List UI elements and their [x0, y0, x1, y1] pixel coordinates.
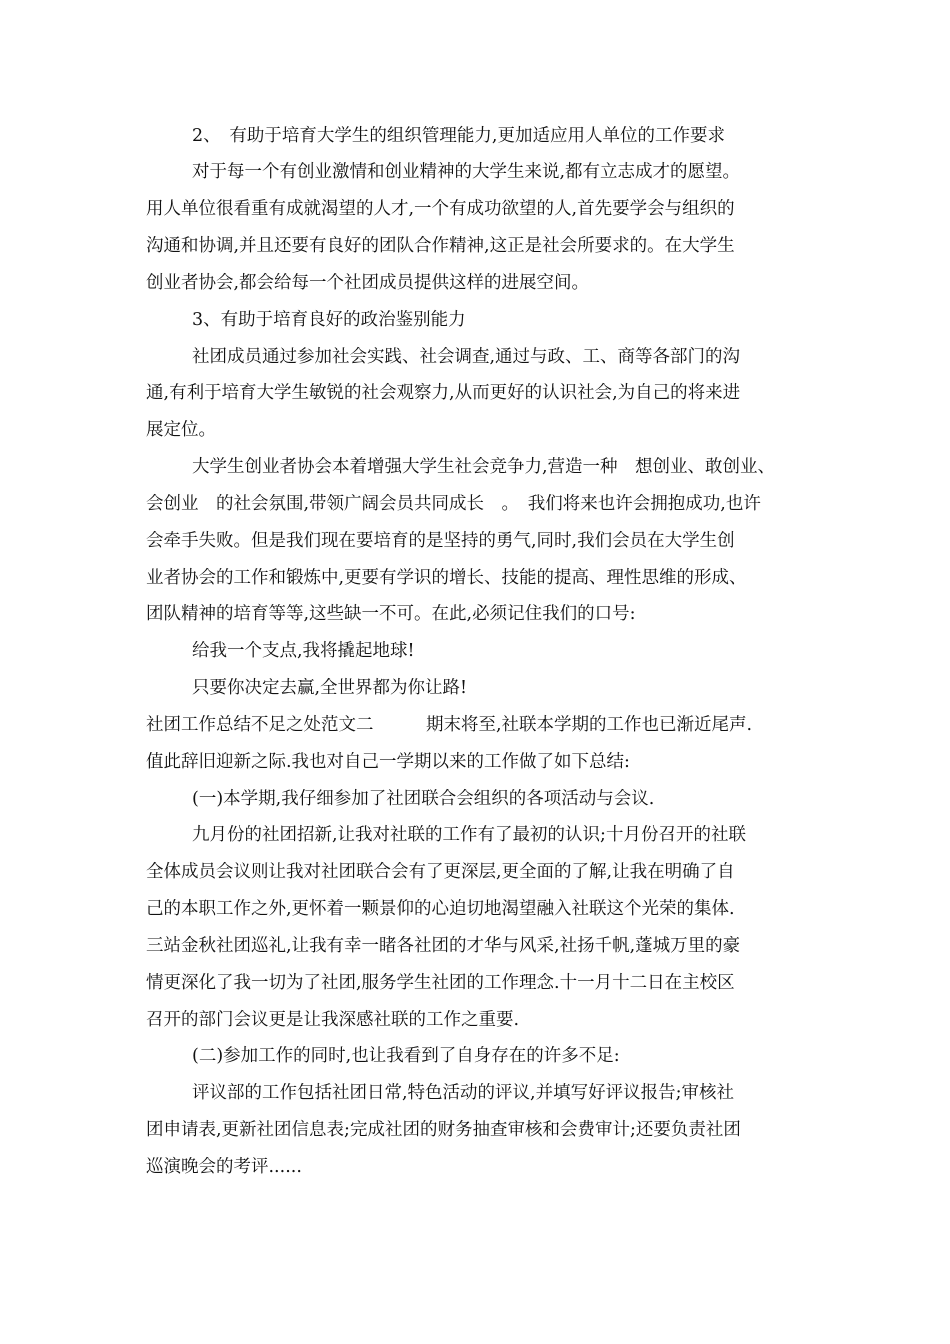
text-line: 创业者协会,都会给每一个社团成员提供这样的进展空间。 [146, 273, 590, 293]
text-line: 九月份的社团招新,让我对社联的工作有了最初的认识;十月份召开的社联 [192, 825, 746, 845]
text-line: 大学生创业者协会本着增强大学生社会竞争力,营造一种 想创业、敢创业、 [192, 457, 776, 477]
text-line: 值此辞旧迎新之际.我也对自己一学期以来的工作做了如下总结: [146, 752, 630, 772]
text-line: (二)参加工作的同时,也让我看到了自身存在的许多不足: [192, 1046, 620, 1066]
text-line: 只要你决定去赢,全世界都为你让路! [192, 678, 468, 698]
text-line: 3、有助于培育良好的政治鉴别能力 [192, 310, 466, 330]
text-line: 情更深化了我一切为了社团,服务学生社团的工作理念.十一月十二日在主校区 [146, 973, 735, 993]
text-line: 社团工作总结不足之处范文二 期末将至,社联本学期的工作也已渐近尾声. [146, 715, 753, 735]
text-line: 团申请表,更新社团信息表;完成社团的财务抽查审核和会费审计;还要负责社团 [146, 1120, 741, 1140]
text-line: 评议部的工作包括社团日常,特色活动的评议,并填写好评议报告;审核社 [192, 1083, 735, 1103]
text-line: 通,有利于培育大学生敏锐的社会观察力,从而更好的认识社会,为自己的将来进 [146, 383, 741, 403]
text-line: 会创业 的社会氛围,带领广阔会员共同成长 。 我们将来也许会拥抱成功,也许 [146, 494, 761, 514]
text-line: 用人单位很看重有成就渴望的人才,一个有成功欲望的人,首先要学会与组织的 [146, 199, 735, 219]
text-line: 沟通和协调,并且还要有良好的团队合作精神,这正是社会所要求的。在大学生 [146, 236, 735, 256]
text-line: 三站金秋社团巡礼,让我有幸一睹各社团的才华与风采,社扬千帆,蓬城万里的豪 [146, 936, 741, 956]
text-line: (一)本学期,我仔细参加了社团联合会组织的各项活动与会议. [192, 789, 655, 809]
text-line: 召开的部门会议更是让我深感社联的工作之重要. [146, 1010, 520, 1030]
text-line: 给我一个支点,我将撬起地球! [192, 641, 415, 661]
text-line: 业者协会的工作和锻炼中,更要有学识的增长、技能的提高、理性思维的形成、 [146, 568, 747, 588]
text-line: 社团成员通过参加社会实践、社会调查,通过与政、工、商等各部门的沟 [192, 347, 741, 367]
text-line: 团队精神的培育等等,这些缺一不可。在此,必须记住我们的口号: [146, 604, 636, 624]
text-line: 2、 有助于培育大学生的组织管理能力,更加适应用人单位的工作要求 [192, 126, 725, 146]
text-line: 全体成员会议则让我对社团联合会有了更深层,更全面的了解,让我在明确了自 [146, 862, 735, 882]
text-line: 会牵手失败。但是我们现在要培育的是坚持的勇气,同时,我们会员在大学生创 [146, 531, 735, 551]
text-line: 巡演晚会的考评...... [146, 1157, 302, 1177]
text-line: 己的本职工作之外,更怀着一颗景仰的心迫切地渴望融入社联这个光荣的集体. [146, 899, 735, 919]
text-line: 展定位。 [146, 420, 216, 440]
text-line: 对于每一个有创业激情和创业精神的大学生来说,都有立志成才的愿望。 [192, 162, 741, 182]
